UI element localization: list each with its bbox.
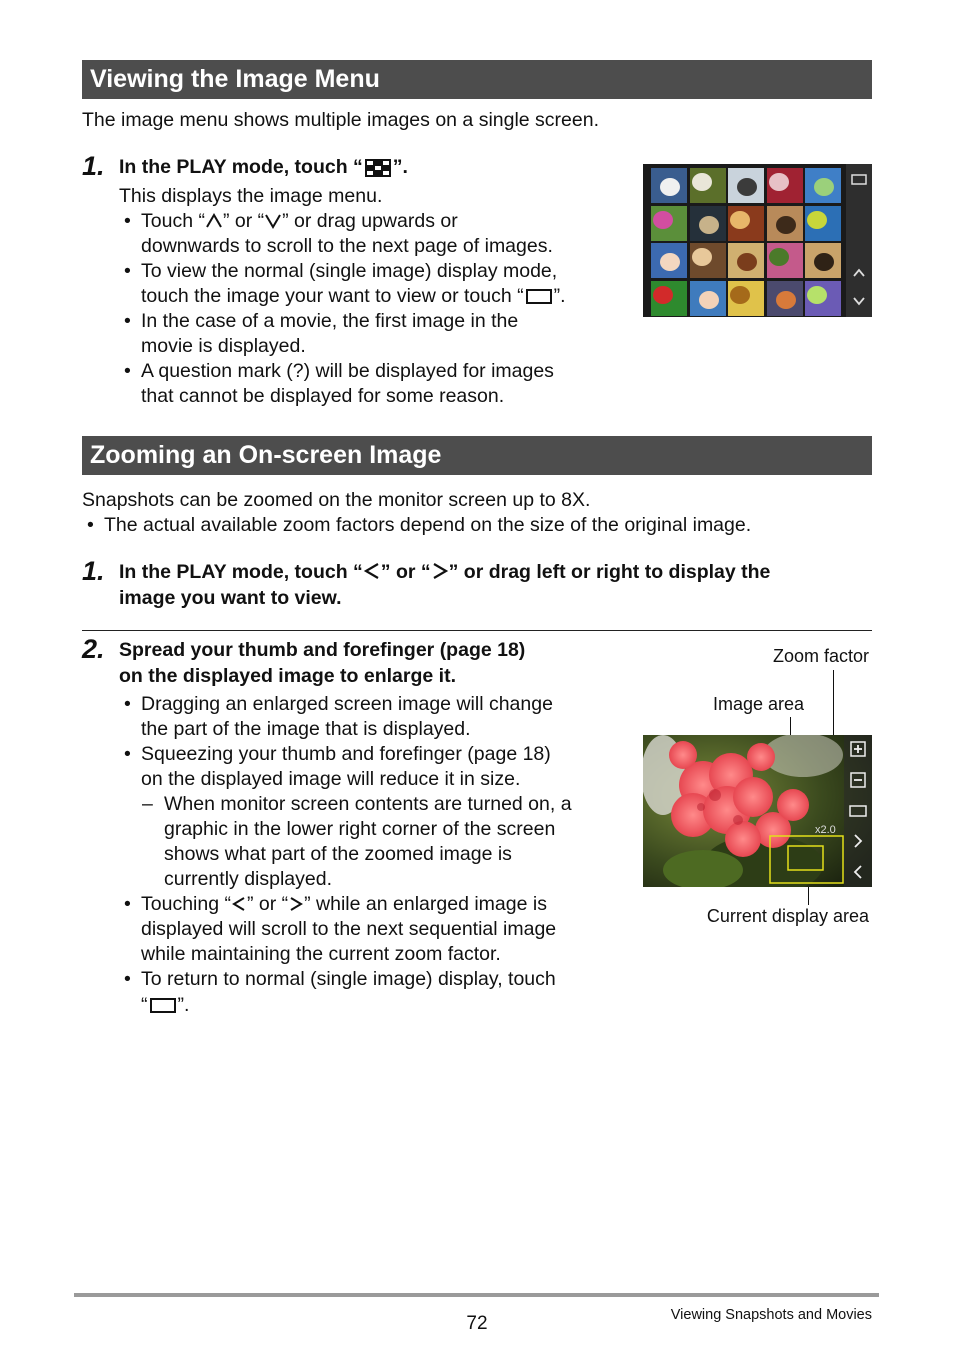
sub-list-item: shows what part of the zoomed image is [164, 843, 512, 865]
image-menu-icon [365, 159, 391, 177]
zoom-note: • The actual available zoom factors depend on the size of the original image. [87, 514, 752, 536]
list-item: • To return to normal (single image) display, touch [124, 968, 556, 990]
thumbnail [805, 206, 841, 241]
callout-image-area: Image area [713, 694, 805, 714]
list-item: • In the case of a movie, the first image in the [124, 310, 519, 332]
image-menu-screenshot [643, 164, 872, 317]
step-heading: In the PLAY mode, touch “ ” or “ ” or drag left or right to display the [119, 561, 771, 583]
thumbnail [690, 281, 726, 316]
footer-chapter: Viewing Snapshots and Movies [670, 1307, 872, 1323]
thumbnail [690, 243, 726, 278]
thumbnail [767, 243, 803, 278]
right-chevron-icon [288, 896, 304, 912]
thumbnail [728, 243, 764, 278]
zoom-factor-readout: x2.0 [815, 824, 836, 836]
thumbnail [728, 281, 764, 316]
thumbnail [805, 281, 841, 316]
down-chevron-icon [846, 288, 872, 314]
list-item: • Touching “ ” or “ ” while an enlarged image is [124, 893, 547, 915]
callout-current-display-area: Current display area [706, 906, 869, 926]
thumbnail [805, 243, 841, 278]
single-view-icon [526, 289, 552, 304]
right-chevron-icon [431, 562, 449, 580]
single-view-icon [846, 166, 872, 192]
list-item: displayed will scroll to the next sequential image [141, 918, 557, 940]
thumbnail [728, 206, 764, 241]
step-number: 1. [82, 151, 105, 181]
step-heading: In the PLAY mode, touch “ ”. [119, 156, 408, 178]
thumbnail [690, 168, 726, 203]
page-number: 72 [466, 1313, 488, 1334]
thumbnail [767, 206, 803, 241]
single-view-icon [150, 998, 176, 1013]
thumbnail [651, 243, 687, 278]
up-chevron-icon [846, 260, 872, 286]
step-description: This displays the image menu. [119, 185, 383, 207]
list-item: movie is displayed. [141, 335, 306, 357]
list-item: • To view the normal (single image) display mode, [124, 260, 558, 282]
list-item: “ ”. [141, 994, 190, 1016]
image-menu-sidebar [846, 164, 872, 317]
thumbnail [767, 168, 803, 203]
list-item: • Touch “ ” or “ ” or drag upwards or [124, 210, 458, 232]
thumbnail [651, 281, 687, 316]
list-item: that cannot be displayed for some reason. [141, 385, 505, 407]
thumbnail [728, 168, 764, 203]
left-chevron-icon [363, 562, 381, 580]
thumbnail [805, 168, 841, 203]
up-chevron-icon [205, 213, 223, 229]
zoom-intro: Snapshots can be zoomed on the monitor screen up to 8X. [82, 489, 591, 511]
left-chevron-icon [231, 896, 247, 912]
zoom-screenshot [643, 735, 872, 887]
sub-list-item: currently displayed. [164, 868, 332, 890]
section-heading-zoom: Zooming an On-screen Image [82, 436, 872, 475]
down-chevron-icon [264, 213, 282, 229]
thumbnail [767, 281, 803, 316]
footer-rule [74, 1293, 879, 1297]
divider [82, 630, 872, 631]
image-menu-intro: The image menu shows multiple images on a single screen. [82, 109, 600, 131]
list-item: the part of the image that is displayed. [141, 718, 471, 740]
step-number: 1. [82, 556, 105, 586]
step-heading-cont: on the displayed image to enlarge it. [119, 665, 456, 687]
step-number: 2. [82, 634, 105, 664]
thumbnail [651, 206, 687, 241]
step-heading: Spread your thumb and forefinger (page 18) [119, 639, 526, 661]
sub-list-item: graphic in the lower right corner of the screen [164, 818, 556, 840]
list-item: • A question mark (?) will be displayed for images [124, 360, 554, 382]
thumbnail [651, 168, 687, 203]
thumbnail [690, 206, 726, 241]
list-item: • Squeezing your thumb and forefinger (page 18) [124, 743, 551, 765]
sub-list-item: – When monitor screen contents are turned on, a [142, 793, 572, 815]
list-item: downwards to scroll to the next page of images. [141, 235, 553, 257]
step-heading-cont: image you want to view. [119, 587, 342, 609]
list-item: • Dragging an enlarged screen image will change [124, 693, 553, 715]
list-item: on the displayed image will reduce it in size. [141, 768, 521, 790]
zoomed-flower-photo [643, 735, 872, 887]
list-item: touch the image your want to view or touch “ ”. [141, 285, 566, 307]
callout-zoom-factor: Zoom factor [772, 646, 869, 666]
list-item: while maintaining the current zoom factor. [141, 943, 501, 965]
section-heading-image-menu: Viewing the Image Menu [82, 60, 872, 99]
